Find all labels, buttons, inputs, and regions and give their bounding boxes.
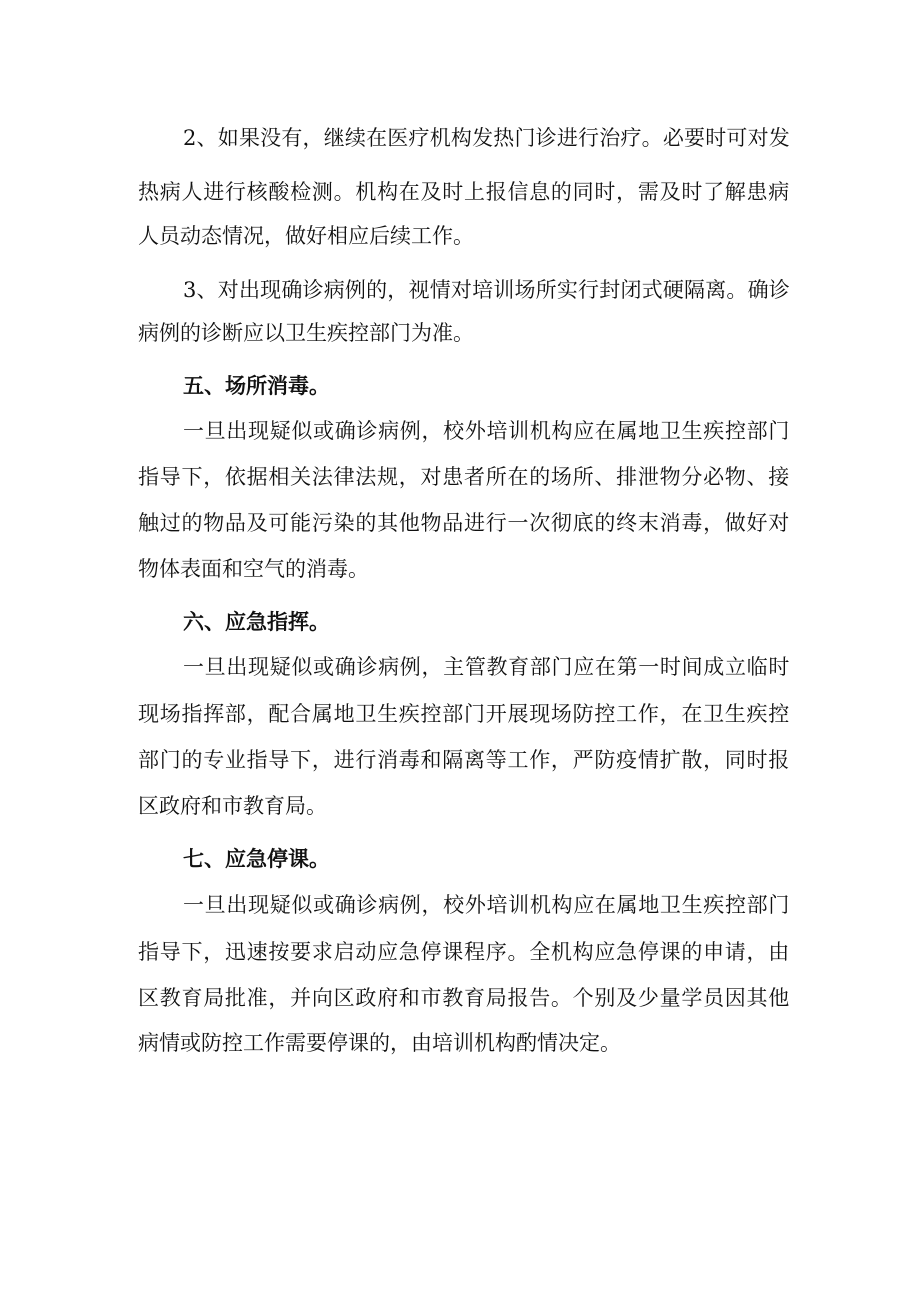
paragraph-line: 一旦出现疑似或确诊病例，校外培训机构应在属地卫生疾控部门 <box>183 893 790 917</box>
section-heading: 七、应急停课。 <box>183 847 330 871</box>
paragraph-line: 物体表面和空气的消毒。 <box>138 557 369 581</box>
paragraph-line: 触过的物品及可能污染的其他物品进行一次彻底的终末消毒，做好对 <box>138 511 790 535</box>
paragraph-line: 病情或防控工作需要停课的，由培训机构酌情决定。 <box>138 1031 621 1055</box>
paragraph-line: 热病人进行核酸检测。机构在及时上报信息的同时，需及时了解患病 <box>138 180 790 204</box>
paragraph-line: 部门的专业指导下，进行消毒和隔离等工作，严防疫情扩散，同时报 <box>138 748 790 772</box>
section-heading: 五、场所消毒。 <box>183 374 330 398</box>
paragraph-line: 现场指挥部，配合属地卫生疾控部门开展现场防控工作，在卫生疾控 <box>138 702 790 726</box>
section-heading: 六、应急指挥。 <box>183 610 330 634</box>
paragraph-line: 指导下，迅速按要求启动应急停课程序。全机构应急停课的申请，由 <box>138 940 790 964</box>
paragraph-line: 人员动态情况，做好相应后续工作。 <box>138 224 474 248</box>
paragraph-line: 3、对出现确诊病例的，视情对培训场所实行封闭式硬隔离。确诊 <box>183 278 790 302</box>
paragraph-line: 区政府和市教育局。 <box>138 794 327 818</box>
paragraph-line: 2、如果没有，继续在医疗机构发热门诊进行治疗。必要时可对发 <box>183 126 790 150</box>
paragraph-line: 区教育局批准，并向区政府和市教育局报告。个别及少量学员因其他 <box>138 986 790 1010</box>
paragraph-line: 一旦出现疑似或确诊病例，校外培训机构应在属地卫生疾控部门 <box>183 419 790 443</box>
paragraph-line: 指导下，依据相关法律法规，对患者所在的场所、排泄物分必物、接 <box>138 465 790 489</box>
paragraph-line: 病例的诊断应以卫生疾控部门为准。 <box>138 321 474 345</box>
paragraph-line: 一旦出现疑似或确诊病例，主管教育部门应在第一时间成立临时 <box>183 655 790 679</box>
